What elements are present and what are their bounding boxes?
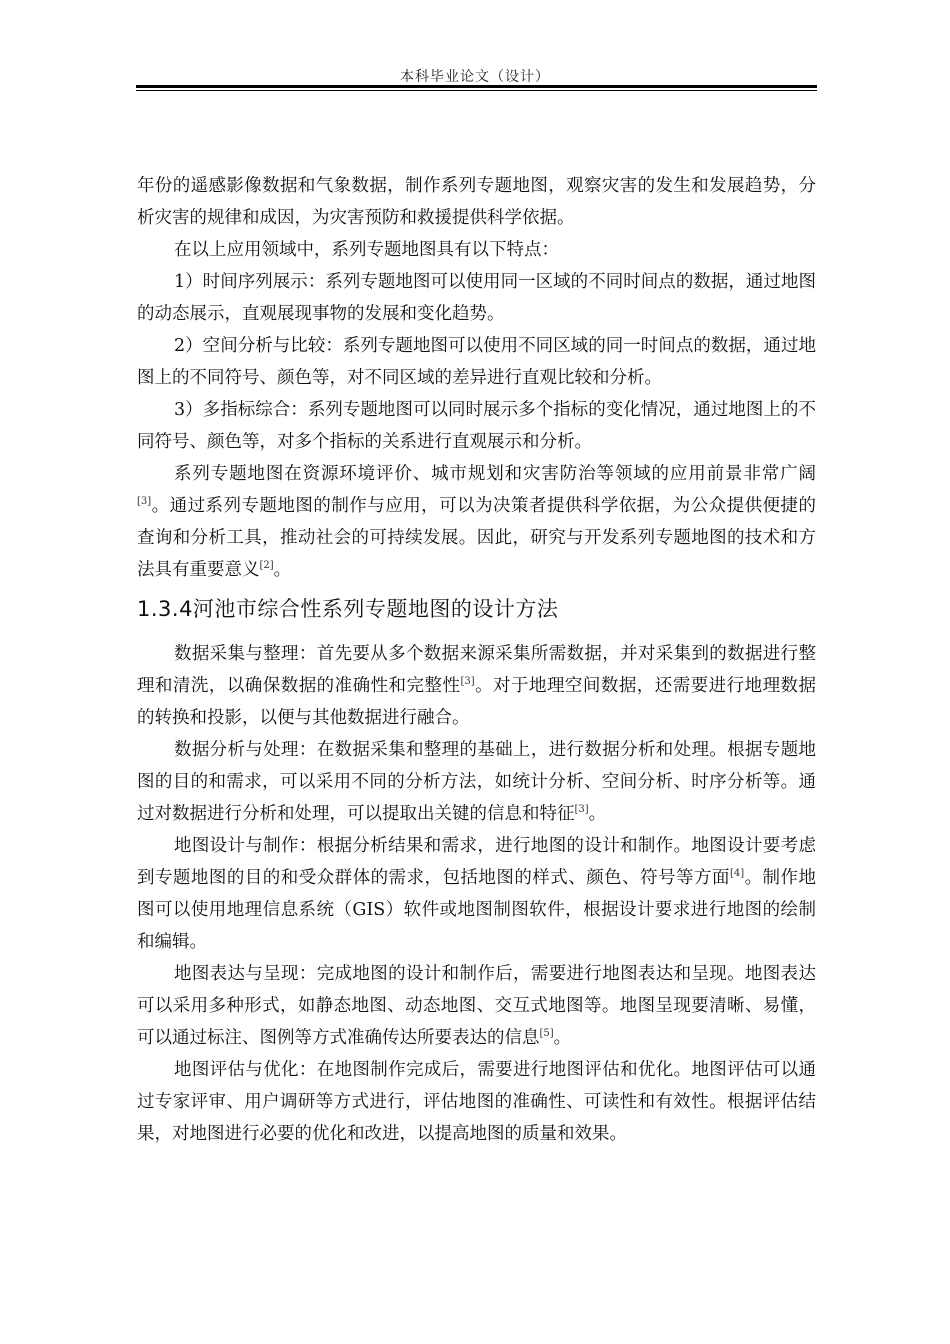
section-heading: 1.3.4河池市综合性系列专题地图的设计方法	[137, 597, 559, 621]
paragraph-text: 。通过系列专题地图的制作与应用，可以为决策者提供科学依据，为公众提供便捷的查询和分析工具，推动社会的可持续发展。因此，研究与开发系列专题地图的技术和方法具有重要意义	[137, 496, 816, 580]
paragraph-feature-3: 3）多指标综合：系列专题地图可以同时展示多个指标的变化情况，通过地图上的不同符号、颜色等，对多个指标的关系进行直观展示和分析。	[137, 400, 816, 452]
paragraph-prospects	[137, 458, 816, 586]
citation-ref: [3]	[137, 496, 152, 507]
running-header: 本科毕业论文（设计）	[400, 69, 550, 85]
paragraph-map-presentation	[137, 958, 816, 1054]
citation-ref: [2]	[259, 560, 274, 571]
paragraph-text: 系列专题地图在资源环境评价、城市规划和灾害防治等领域的应用前景非常广阔	[174, 464, 816, 484]
paragraph-features-intro: 在以上应用领域中，系列专题地图具有以下特点：	[174, 240, 559, 260]
citation-ref: [3]	[460, 676, 475, 687]
paragraph-data-collection	[137, 638, 816, 734]
paragraph-feature-1: 1）时间序列展示：系列专题地图可以使用同一区域的不同时间点的数据，通过地图的动态展示，直观展现事物的发展和变化趋势。	[137, 272, 816, 324]
paragraph-continued: 年份的遥感影像数据和气象数据，制作系列专题地图，观察灾害的发生和发展趋势，分析灾害的规律和成因，为灾害预防和救援提供科学依据。	[137, 176, 816, 228]
citation-ref: [4]	[729, 868, 745, 879]
paragraph-feature-2: 2）空间分析与比较：系列专题地图可以使用不同区域的同一时间点的数据，通过地图上的不同符号、颜色等，对不同区域的差异进行直观比较和分析。	[137, 336, 816, 388]
paragraph-text: 数据采集与整理：首先要从多个数据来源采集所需数据，并对采集到的数据进行整理和清洗，以确保数据的准确性和完整性	[137, 644, 816, 696]
paragraph-data-analysis	[137, 734, 816, 830]
citation-ref: [3]	[574, 804, 589, 815]
body-text	[137, 170, 816, 1150]
header-rule-thin	[136, 90, 817, 91]
paragraph-text: 地图表达与呈现：完成地图的设计和制作后，需要进行地图表达和呈现。地图表达可以采用多种形式，如静态地图、动态地图、交互式地图等。地图呈现要清晰、易懂，可以通过标注、图例等方式准确传达所要表达的信息	[137, 964, 816, 1048]
paragraph-text: 。对于地理空间数据，还需要进行地理数据的转换和投影，以便与其他数据进行融合。	[137, 676, 817, 728]
paragraph-map-design	[137, 830, 816, 958]
citation-ref: [5]	[539, 1028, 554, 1039]
paragraph-text: 。制作地图可以使用地理信息系统（GIS）软件或地图制图软件，根据设计要求进行地图的绘制和编辑。	[137, 868, 816, 952]
paragraph-text: 地图设计与制作：根据分析结果和需求，进行地图的设计和制作。地图设计要考虑到专题地图的目的和受众群体的需求，包括地图的样式、颜色、符号等方面	[137, 836, 816, 888]
paragraph-map-evaluation: 地图评估与优化：在地图制作完成后，需要进行地图评估和优化。地图评估可以通过专家评审、用户调研等方式进行，评估地图的准确性、可读性和有效性。根据评估结果，对地图进行必要的优化和改进，以提高地图的质量和效果。	[137, 1060, 816, 1144]
paragraph-text: 。	[553, 1028, 572, 1048]
header-rule-thick	[136, 85, 817, 88]
paragraph-text: 数据分析与处理：在数据采集和整理的基础上，进行数据分析和处理。根据专题地图的目的和需求，可以采用不同的分析方法，如统计分析、空间分析、时序分析等。通过对数据进行分析和处理，可以提取出关键的信息和特征	[137, 740, 816, 824]
paragraph-text: 。	[273, 560, 292, 580]
paragraph-text: 。	[588, 804, 607, 824]
